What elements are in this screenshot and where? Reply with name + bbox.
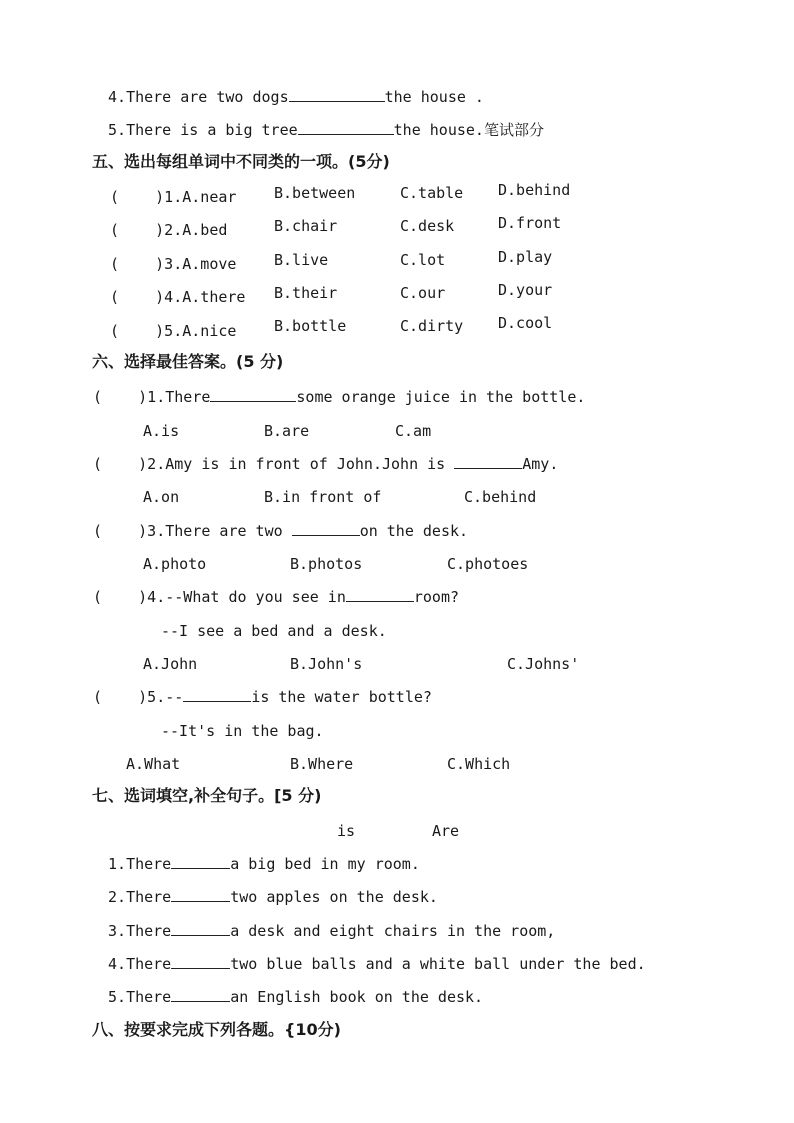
s7-item-1: 1.There a big bed in my room.	[108, 855, 420, 873]
answer-blank[interactable]	[171, 854, 230, 869]
s7-item-5: 5.There an English book on the desk.	[108, 988, 484, 1006]
s6-q5-option-b: B.Where	[290, 755, 354, 773]
answer-blank[interactable]	[171, 921, 230, 936]
s5-row-1-option-c: C.table	[400, 184, 464, 202]
s5-row-4-option-b: B.their	[274, 284, 338, 302]
s5-row-3-option-d: D.play	[498, 248, 553, 266]
s6-q2-stem: ( )2.Amy is in front of John.John is Amy.	[93, 455, 559, 473]
s7-item-4: 4.There two blue balls and a white ball under the bed.	[108, 955, 646, 973]
s6-q1-stem: ( )1.There some orange juice in the bottle.	[93, 388, 586, 406]
s5-row-1-option-b: B.between	[274, 184, 356, 202]
s6-q4-option-c: C.Johns'	[507, 655, 580, 673]
word-bank-is: is	[337, 822, 356, 840]
answer-blank[interactable]	[171, 887, 230, 902]
section-6-title: 六、选择最佳答案。(5 分)	[92, 352, 284, 371]
s6-q5-option-a: A.What	[126, 755, 181, 773]
s6-q4-option-a: A.John	[143, 655, 198, 673]
item-number: 5.	[108, 121, 127, 139]
s6-q4-stem: ( )4.--What do you see in room?	[93, 588, 460, 606]
item-text-before: There is a big tree	[126, 121, 298, 139]
s7-item-3: 3.There a desk and eight chairs in the room,	[108, 922, 556, 940]
s6-q2-option-b: B.in front of	[264, 488, 382, 506]
s5-row-5-option-d: D.cool	[498, 314, 553, 332]
s6-q3-option-b: B.photos	[290, 555, 363, 573]
s5-row-1-label: ( )1.A.near	[110, 188, 237, 206]
item-text-after: the house.	[393, 121, 484, 139]
s5-row-4-option-d: D.your	[498, 281, 553, 299]
word-bank-are: Are	[432, 822, 460, 840]
s6-q4-reply: --I see a bed and a desk.	[161, 622, 387, 640]
s5-row-3-option-b: B.live	[274, 251, 329, 269]
s5-row-1-option-d: D.behind	[498, 181, 571, 199]
s6-q2-option-a: A.on	[143, 488, 180, 506]
s5-row-2-option-c: C.desk	[400, 217, 455, 235]
s5-row-4-option-c: C.our	[400, 284, 446, 302]
answer-blank[interactable]	[454, 454, 522, 469]
answer-blank[interactable]	[171, 954, 230, 969]
s7-item-2: 2.There two apples on the desk.	[108, 888, 438, 906]
s6-q2-option-c: C.behind	[464, 488, 537, 506]
s5-row-5-label: ( )5.A.nice	[110, 322, 237, 340]
s6-q3-option-a: A.photo	[143, 555, 207, 573]
written-part-note: 笔试部分	[483, 121, 544, 139]
s5-row-2-label: ( )2.A.bed	[110, 221, 228, 239]
answer-blank[interactable]	[289, 87, 385, 102]
fill-item-5	[108, 120, 544, 140]
s6-q4-option-b: B.John's	[290, 655, 363, 673]
s5-row-3-label: ( )3.A.move	[110, 255, 237, 273]
item-text-after: the house .	[384, 88, 484, 106]
section-5-title: 五、选出每组单词中不同类的一项。(5分)	[92, 152, 390, 171]
answer-blank[interactable]	[210, 387, 296, 402]
item-text-before: There are two dogs	[126, 88, 289, 106]
s6-q5-option-c: C.Which	[447, 755, 511, 773]
s5-row-2-option-d: D.front	[498, 214, 562, 232]
s6-q3-option-c: C.photoes	[447, 555, 529, 573]
answer-blank[interactable]	[292, 521, 360, 536]
s5-row-2-option-b: B.chair	[274, 217, 338, 235]
item-number: 4.	[108, 88, 127, 106]
answer-blank[interactable]	[346, 587, 414, 602]
s5-row-4-label: ( )4.A.there	[110, 288, 246, 306]
s6-q3-stem: ( )3.There are two on the desk.	[93, 522, 469, 540]
s5-row-3-option-c: C.lot	[400, 251, 446, 269]
answer-blank[interactable]	[298, 120, 394, 135]
fill-item-4	[108, 87, 484, 107]
section-8-title: 八、按要求完成下列各题。{10分)	[92, 1020, 341, 1039]
section-7-title: 七、选词填空,补全句子。[5 分)	[92, 786, 322, 805]
s6-q5-stem: ( )5.-- is the water bottle?	[93, 688, 432, 706]
s6-q1-option-b: B.are	[264, 422, 310, 440]
answer-blank[interactable]	[183, 687, 251, 702]
s6-q1-option-c: C.am	[395, 422, 432, 440]
s6-q1-option-a: A.is	[143, 422, 180, 440]
s6-q5-reply: --It's in the bag.	[161, 722, 324, 740]
s5-row-5-option-c: C.dirty	[400, 317, 464, 335]
answer-blank[interactable]	[171, 987, 230, 1002]
s5-row-5-option-b: B.bottle	[274, 317, 347, 335]
